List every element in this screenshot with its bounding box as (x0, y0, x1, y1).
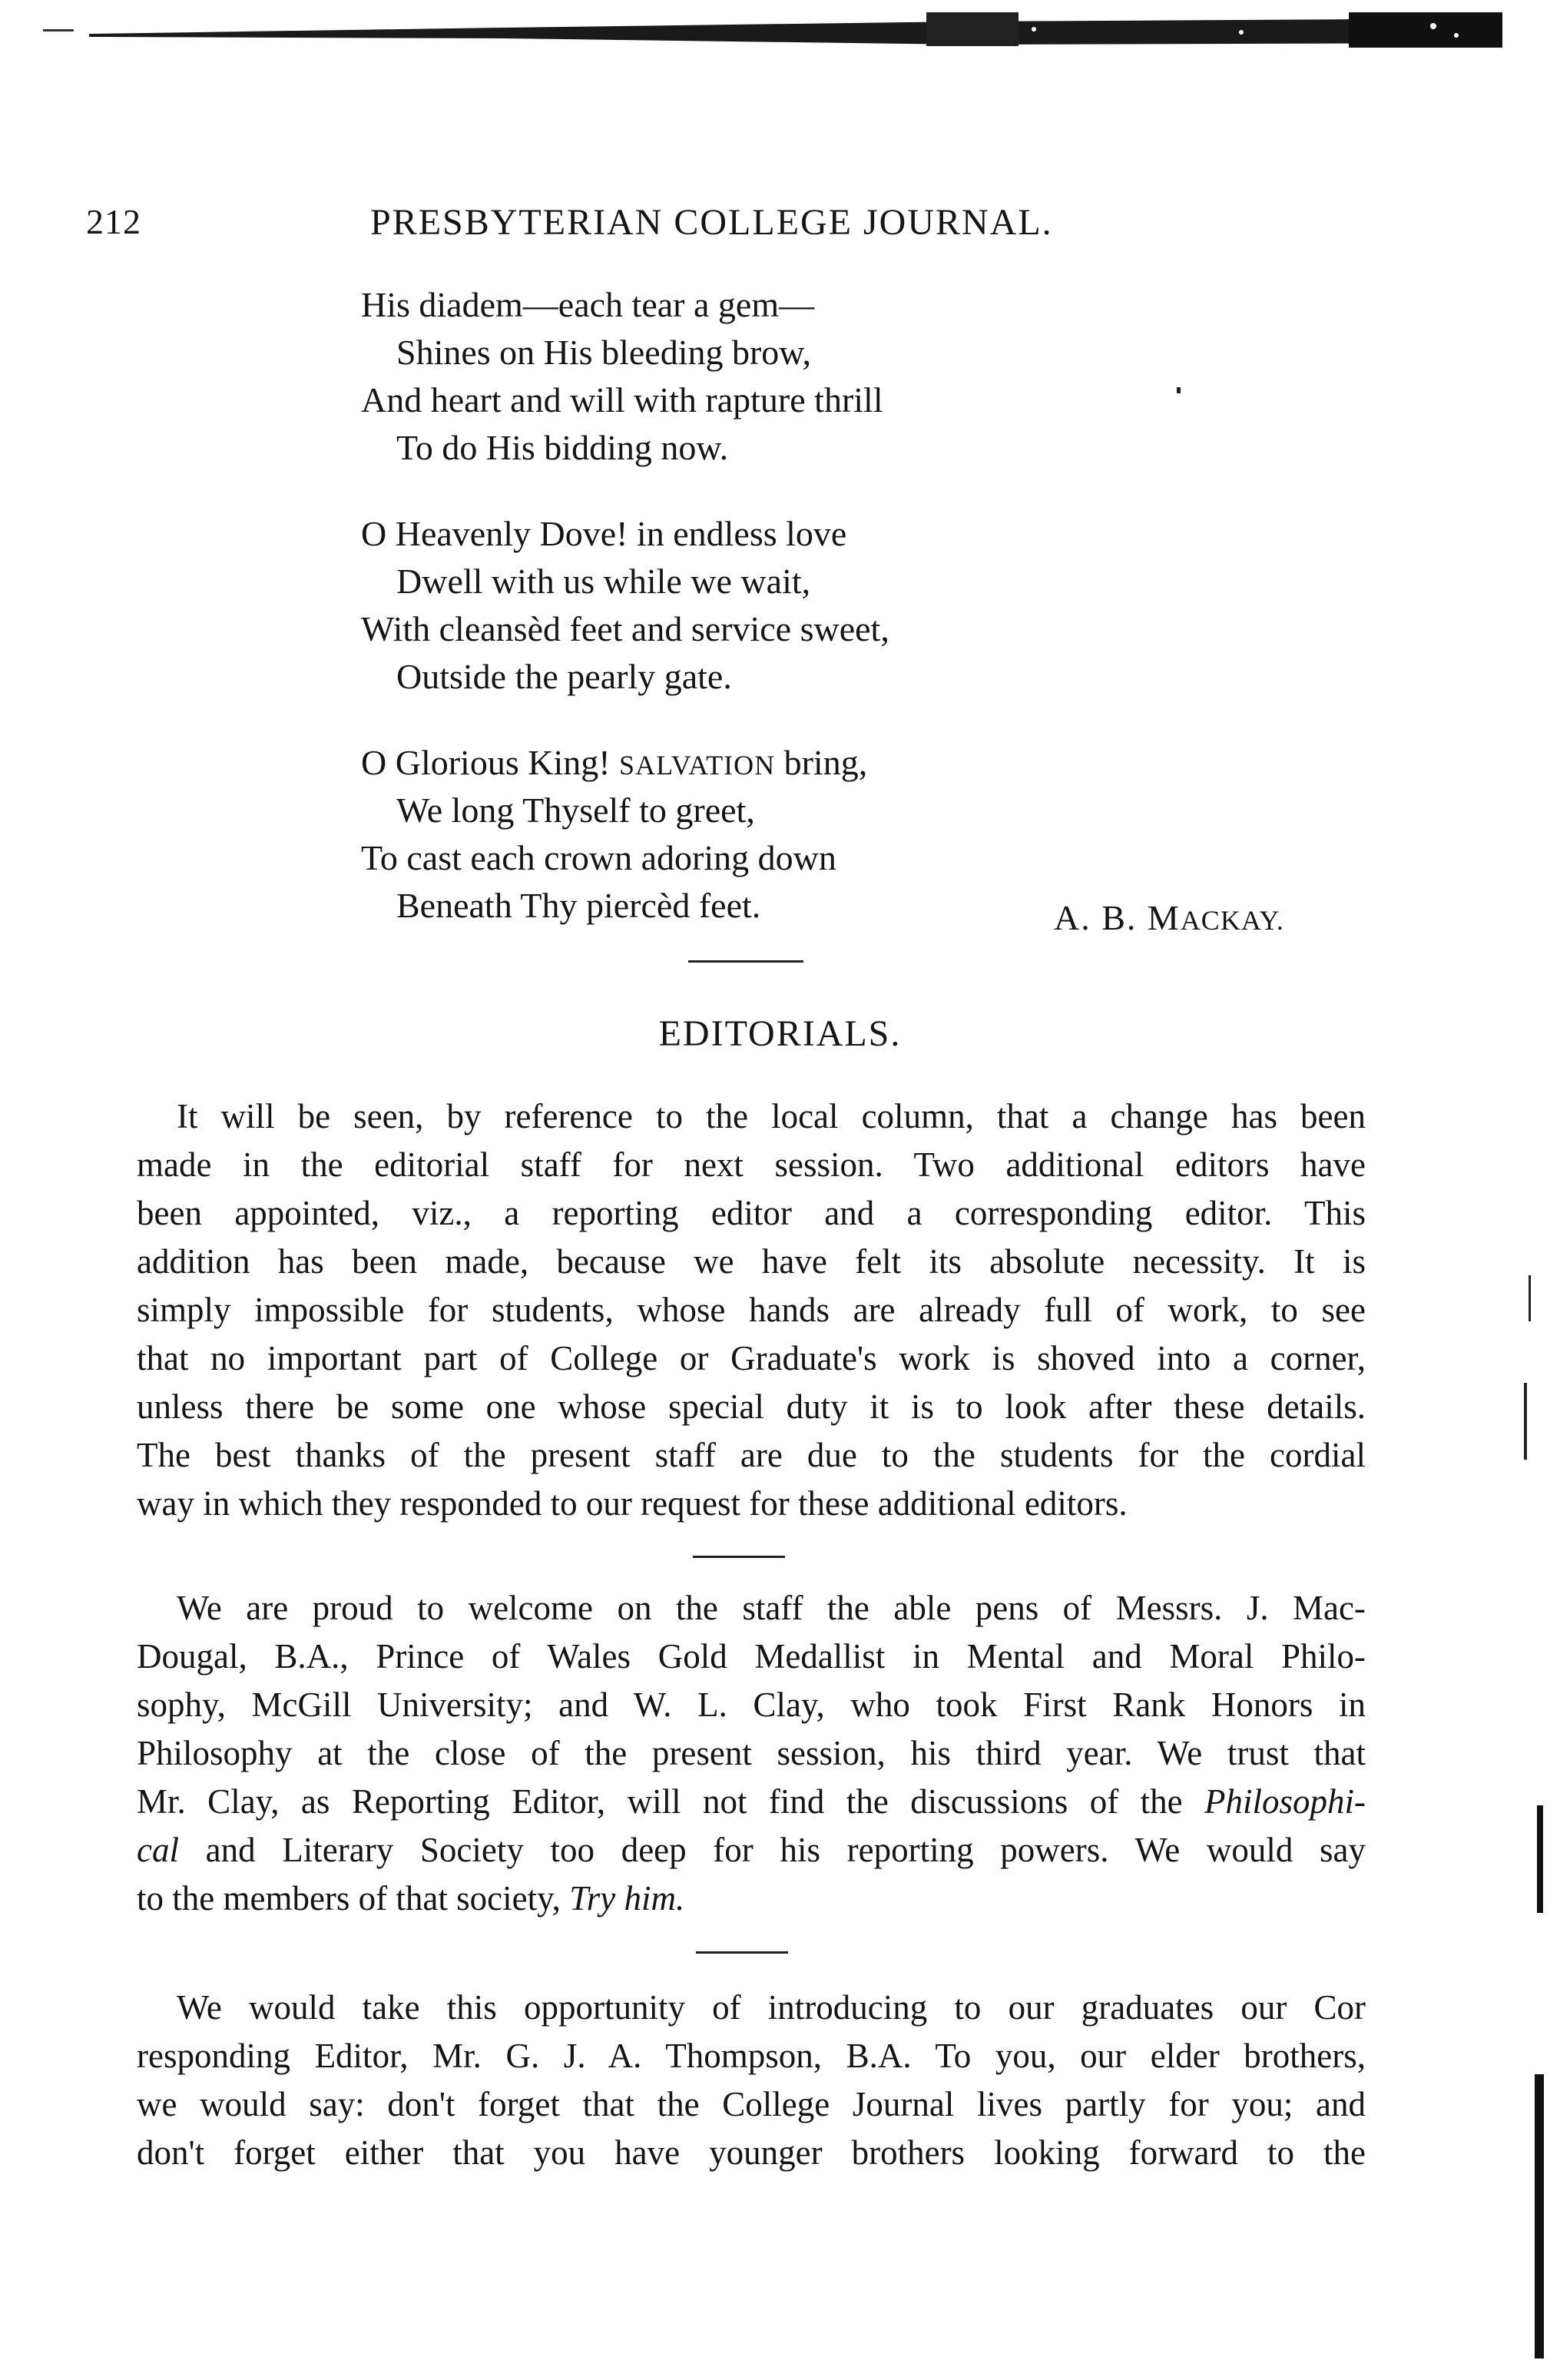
text-line (137, 1826, 1366, 1874)
text-line: Dougal, B.A., Prince of Wales Gold Medallist in Mental and Moral Philo- (137, 1637, 1366, 1676)
poem-text: bring, (775, 743, 868, 782)
italic-run: cal (137, 1831, 179, 1869)
scan-right-edge (1537, 1805, 1543, 1913)
author-small-caps: ACKAY. (1180, 905, 1284, 936)
text-line: responding Editor, Mr. G. J. A. Thompson, B.A. To you, our elder brothers, (137, 2037, 1366, 2075)
text-line: Philosophy at the close of the present session, his third year. We trust that (137, 1734, 1366, 1772)
italic-run: Philosophi- (1204, 1782, 1366, 1821)
scan-mark (1524, 1383, 1527, 1460)
poem-line: His diadem—each tear a gem— (361, 285, 815, 324)
poem-stanza (361, 510, 889, 701)
text-line: simply impossible for students, whose hands are already full of work, to see (137, 1291, 1366, 1329)
poem-line: Shines on His bleeding brow, (396, 333, 812, 372)
text-line: made in the editorial staff for next session. Two additional editors have (137, 1145, 1366, 1184)
editorial-paragraph (137, 1584, 1366, 1923)
text-line: been appointed, viz., a reporting editor and a corresponding editor. This (137, 1194, 1366, 1232)
text-line: that no important part of College or Graduate's work is shoved into a corner, (137, 1339, 1366, 1377)
italic-run: Try him. (569, 1879, 685, 1918)
poem-line: Beneath Thy piercèd feet. (396, 886, 761, 925)
text-line: don't forget either that you have younger brothers looking forward to the (137, 2133, 1366, 2172)
page-header (0, 201, 1560, 255)
poem-stanza (361, 739, 889, 930)
text-line: We would take this opportunity of introducing to our graduates our Cor (177, 1988, 1366, 2027)
text-line: addition has been made, because we have felt its absolute necessity. It is (137, 1242, 1366, 1281)
text-line: we would say: don't forget that the College Journal lives partly for you; and (137, 2085, 1366, 2123)
poem-author (1054, 897, 1284, 938)
editorial-paragraph (137, 1984, 1366, 2177)
poem-line: With cleansèd feet and service sweet, (361, 609, 889, 648)
text-run: and Literary Society too deep for his reporting powers. We would say (178, 1831, 1366, 1869)
text-run: to the members of that society, (137, 1879, 570, 1918)
poem-line: To do His bidding now. (396, 428, 729, 467)
poem-line: Dwell with us while we wait, (396, 562, 811, 601)
text-line: The best thanks of the present staff are due to the students for the cordial (137, 1436, 1366, 1474)
scan-mark (1177, 387, 1181, 393)
section-divider (693, 1556, 785, 1558)
small-caps-word: SALVATION (619, 750, 776, 781)
poem-stanza (361, 281, 889, 472)
section-divider (688, 960, 803, 963)
text-line (137, 1778, 1366, 1826)
poem-line: To cast each crown adoring down (361, 838, 836, 877)
section-heading: EDITORIALS. (658, 1013, 902, 1054)
author-initial: A. B. M (1054, 898, 1181, 937)
text-line: We are proud to welcome on the staff the able pens of Messrs. J. Mac- (177, 1589, 1366, 1627)
poem-text: O Glorious King! (361, 743, 620, 782)
text-line: way in which they responded to our request for these additional editors. (137, 1484, 1128, 1523)
editorial-paragraph (137, 1092, 1366, 1528)
scan-mark (1529, 1275, 1531, 1321)
scan-right-edge (1535, 2074, 1544, 2358)
poem-line (361, 739, 889, 787)
poem-line: We long Thyself to greet, (396, 791, 755, 830)
text-line: sophy, McGill University; and W. L. Clay, who took First Rank Honors in (137, 1686, 1366, 1724)
section-divider (696, 1951, 788, 1954)
scan-top-border (43, 12, 1502, 51)
text-line: unless there be some one whose special duty it is to look after these details. (137, 1387, 1366, 1426)
running-title: PRESBYTERIAN COLLEGE JOURNAL. (370, 202, 1053, 243)
text-line (137, 1874, 1366, 1923)
poem-line: O Heavenly Dove! in endless love (361, 514, 847, 553)
poem-line: Outside the pearly gate. (396, 657, 732, 696)
poem (361, 281, 889, 968)
poem-line: And heart and will with rapture thrill (361, 380, 883, 419)
text-line: It will be seen, by reference to the local column, that a change has been (177, 1097, 1366, 1135)
text-run: Mr. Clay, as Reporting Editor, will not find the discussions of the (137, 1782, 1204, 1821)
page-number: 212 (86, 202, 141, 241)
